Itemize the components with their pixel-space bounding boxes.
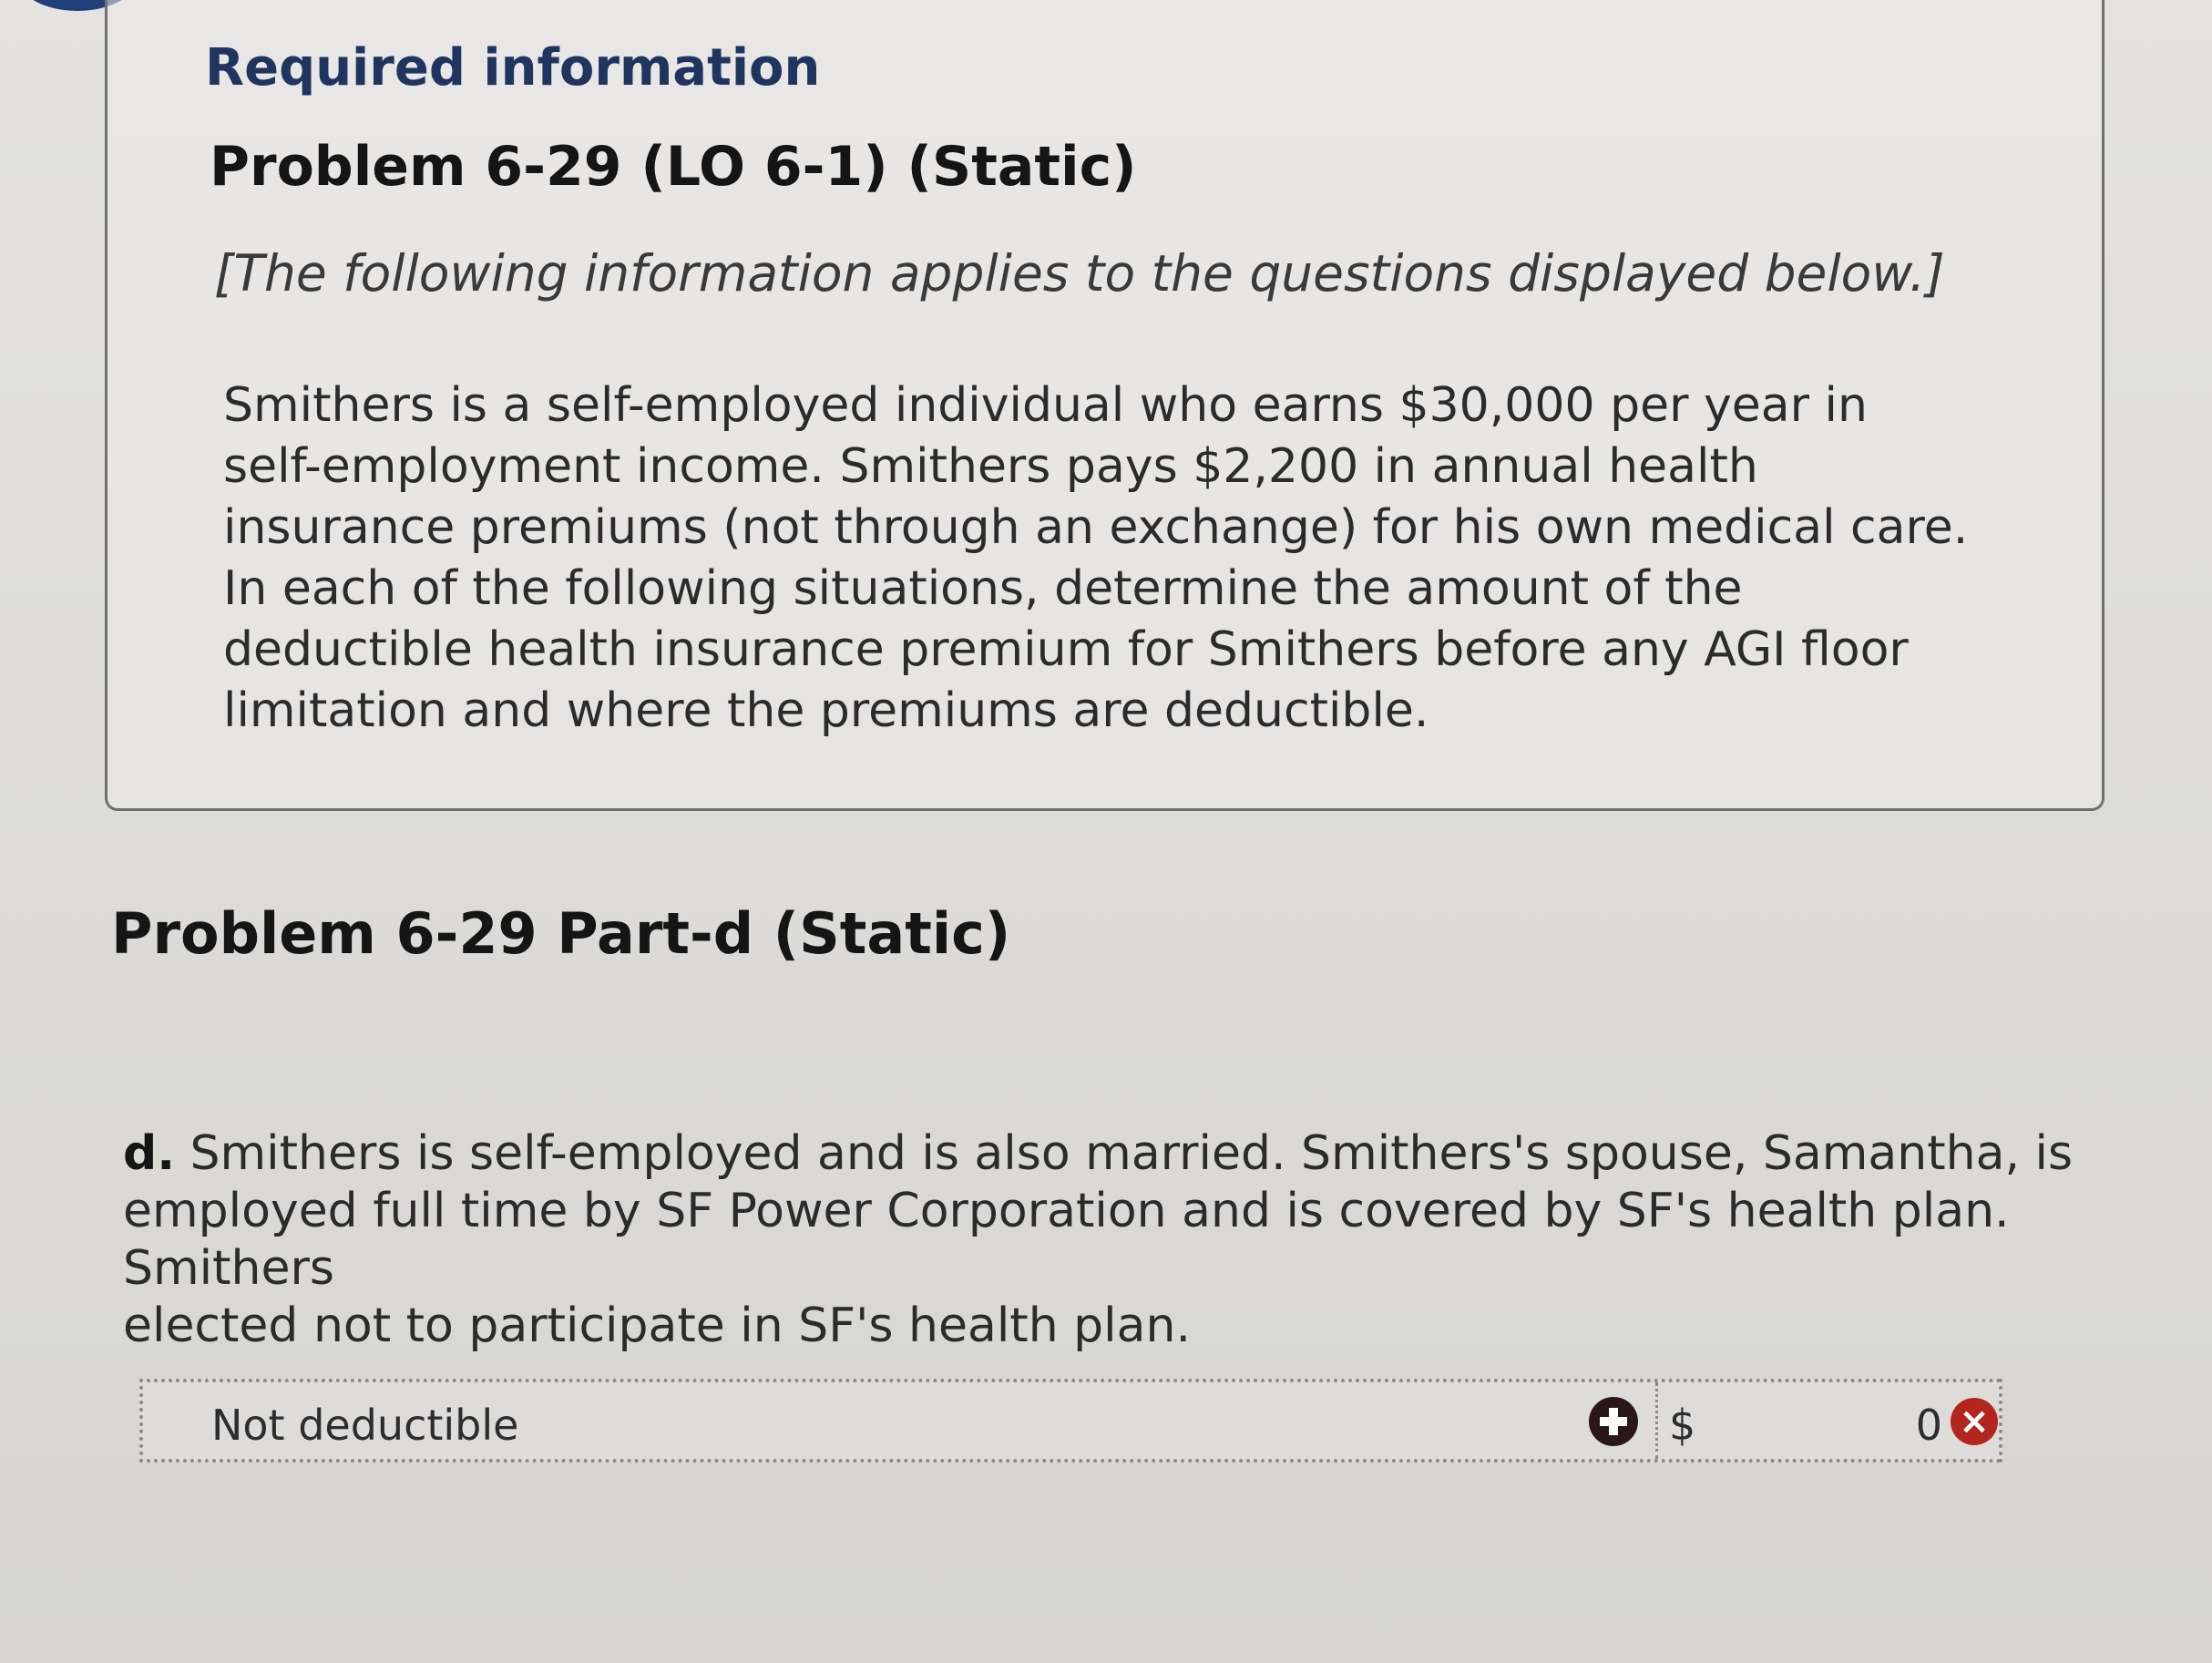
- part-title: Problem 6-29 Part-d (Static): [111, 900, 1011, 967]
- answer-row: [139, 1379, 2002, 1463]
- scenario-line: Smithers is a self-employed individual who earns $30,000 per year in: [223, 378, 1868, 433]
- amount-field[interactable]: [1655, 1382, 2002, 1459]
- scenario-line: In each of the following situations, determine the amount of the: [223, 561, 1743, 616]
- amount-value[interactable]: 0: [1915, 1401, 1942, 1450]
- applies-note: [The following information applies to the questions displayed below.]: [214, 244, 1945, 303]
- scenario-line: self-employment income. Smithers pays $2,200 in annual health: [223, 439, 1758, 494]
- scenario-line: insurance premiums (not through an exchange) for his own medical care.: [223, 500, 1969, 555]
- question-line-text: Smithers is self-employed and is also married. Smithers's spouse, Samantha, is: [189, 1126, 2074, 1181]
- problem-title: Problem 6-29 (LO 6-1) (Static): [210, 135, 1137, 199]
- scenario-line: limitation and where the premiums are deductible.: [223, 683, 1429, 738]
- question-text: [123, 1125, 2191, 1355]
- question-line: [123, 1125, 2191, 1183]
- question-line: employed full time by SF Power Corporation and is covered by SF's health plan. Smithers: [123, 1184, 2010, 1296]
- x-circle-icon: ×: [1951, 1398, 1998, 1445]
- scenario-text: [223, 375, 2009, 742]
- plus-circle-icon[interactable]: [1589, 1397, 1638, 1446]
- currency-symbol: $: [1669, 1401, 1696, 1450]
- question-line: elected not to participate in SF's health plan.: [123, 1299, 1191, 1353]
- question-letter: d.: [123, 1126, 175, 1181]
- required-information-heading: Required information: [205, 38, 821, 98]
- scenario-line: deductible health insurance premium for Smithers before any AGI floor: [223, 622, 1909, 677]
- deductibility-select[interactable]: Not deductible: [211, 1401, 519, 1450]
